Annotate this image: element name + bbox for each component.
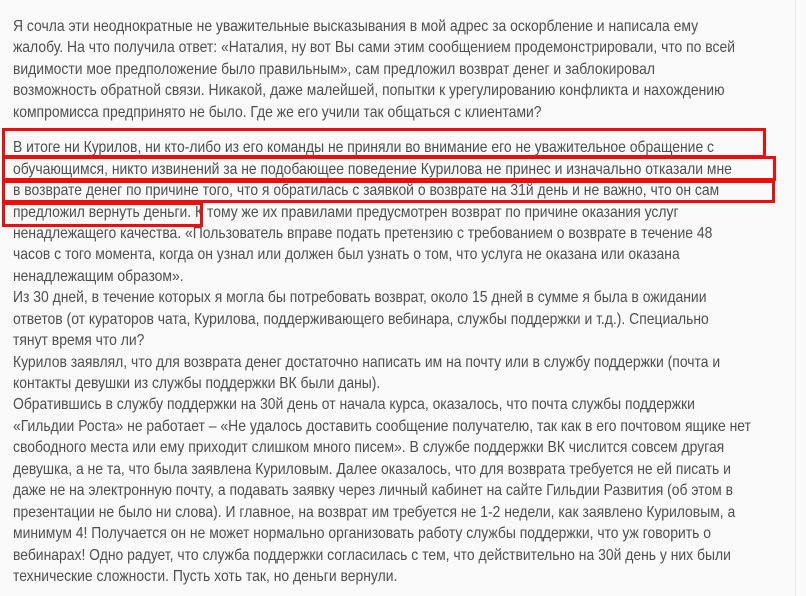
paragraph-line: Из 30 дней, в течение которых я могла бы потребовать возврат, около 15 дней в сумме я была в ожидании — [13, 289, 707, 307]
paragraph-line: ответов (от кураторов чата, Курилова, поддерживающего вебинара, службы поддержки и т.д.). Специально — [13, 310, 709, 328]
paragraph-line: технические сложности. Пусть хоть так, но деньги вернули. — [13, 567, 398, 585]
paragraph-line: свободного места или ему приходит слишком много писем». В службе поддержки ВК числится совсем другая — [13, 439, 725, 457]
paragraph-line: ненадлежащим образом». — [13, 267, 184, 285]
highlighted-line: в возврате денег по причине того, что я обратилась с заявкой о возврате на 31й день и не важно, что он сам — [13, 182, 720, 200]
paragraph-line: «Гильдии Роста» не работает – «Не удалось доставить сообщение получателю, так как в его почтовом ящике нет — [13, 417, 751, 435]
paragraph-line: девушка, а не та, что была заявлена Куриловым. Далее оказалось, что для возврата требуется не ей писать и — [13, 460, 731, 478]
paragraph-gap — [13, 123, 806, 137]
paragraph-line: возможность обратной связи. Никакой, даже малейшей, попытки к урегулированию конфликта и нахождению — [13, 82, 725, 100]
paragraph-line: Курилов заявлял, что для возврата денег достаточно написать им на почту или в службу поддержки (почта и — [13, 353, 721, 371]
paragraph-line: компромисса предпринято не было. Где же его учили так общаться с клиентами? — [13, 103, 542, 121]
paragraph-line: презентации не было ни слова). И главное, на возврат им требуется не 1-2 недели, как заявлено Куриловым, а — [13, 503, 736, 521]
paragraph-line: жалобу. На что получила ответ: «Наталия, ну вот Вы сами этим сообщением продемонстрировали, что по всей — [13, 39, 736, 57]
highlighted-line: В итоге ни Курилов, ни кто-либо из его команды не приняли во внимание его не уважительное обращение с — [13, 139, 715, 157]
content-column-edge — [795, 0, 796, 596]
highlighted-fragment: предложил вернуть деньги. — [13, 203, 192, 221]
paragraph-line: минимум 4! Получается он не может нормально организовать работу службы поддержки, что уж говорить о — [13, 525, 711, 543]
review-text — [13, 16, 806, 587]
paragraph-line: контакты девушки из службы поддержки ВК были даны). — [13, 375, 381, 392]
paragraph-line: видимости мое предположение было правильным», сам предложил возврат денег и заблокировал — [13, 60, 656, 78]
paragraph-line: тянут время что ли? — [13, 332, 145, 350]
paragraph-line — [13, 202, 806, 223]
paragraph-line: даже не на электронную почту, а подавать заявку через личный кабинет на сайте Гильдии Развития (об этом в — [13, 482, 733, 500]
highlighted-line: обучающимся, никто извинений за не подобающее поведение Курилова не принес и изначально отказали мне — [13, 160, 732, 178]
paragraph-line: Обратившись в службу поддержки на 30й день от начала курса, оказалось, что почта службы поддержки — [13, 396, 695, 414]
paragraph-line: вебинарах! Одно радует, что служба поддержки согласилась с тем, что действительно на 30й день у них были — [13, 546, 731, 564]
paragraph-line: ненадлежащего качества. «Пользователь вправе подать претензию с требованием о возврате в течение 48 — [13, 224, 713, 242]
paragraph-line: часов с того момента, когда он узнал или должен был узнать о том, что услуга не оказана или оказана — [13, 246, 680, 264]
fragment-continuation: К тому же их правилами предусмотрен возврат по причине оказания услуг — [191, 203, 679, 221]
paragraph-line: Я сочла эти неоднократные не уважительные высказывания в мой адрес за оскорбление и написала ему — [13, 18, 699, 35]
